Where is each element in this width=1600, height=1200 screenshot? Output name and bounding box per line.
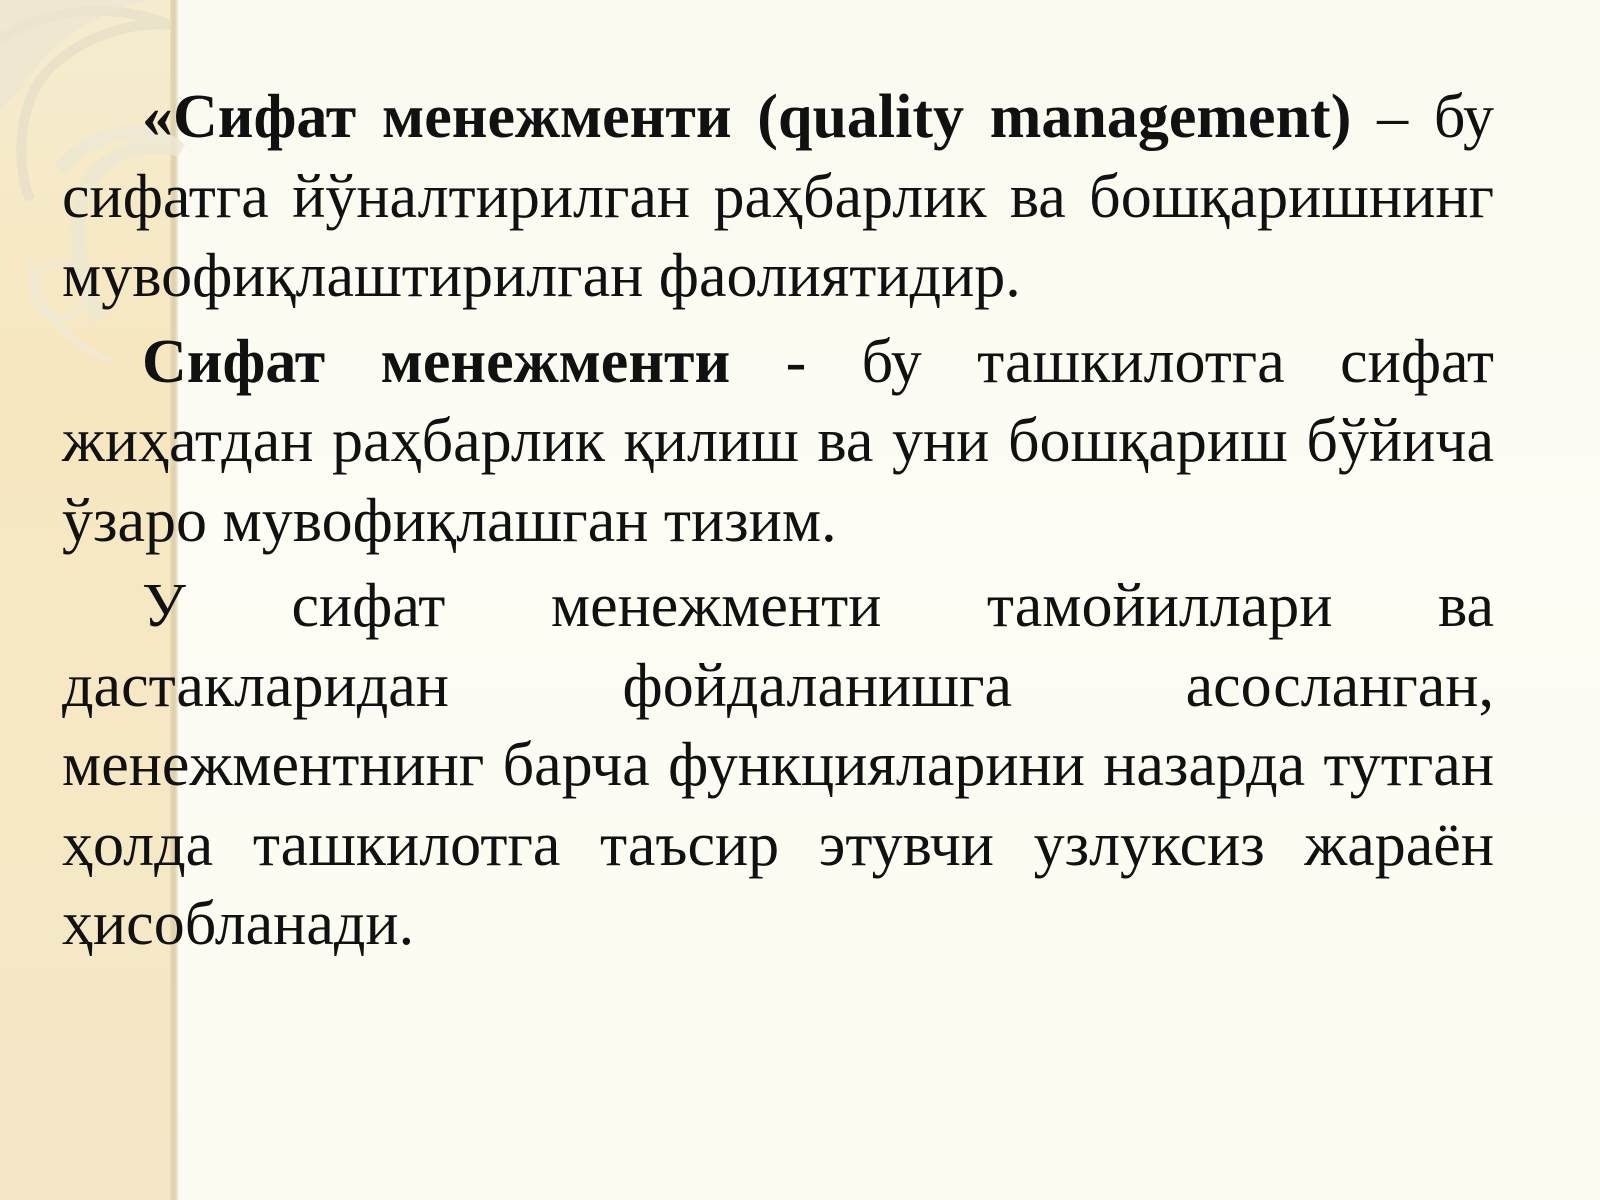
slide-body-text: [62, 78, 1494, 971]
paragraph-2-text: - бу ташкилотга сифат жиҳатдан раҳбарлик қилиш ва уни бошқариш бўйича ўзаро мувофиқлашган тизим.: [62, 327, 1494, 555]
paragraph-3: [62, 567, 1494, 965]
paragraph-3-text: У сифат менежменти тамойиллари ва дастакларидан фойдаланишга асосланган, менежментнинг барча функцияларини назарда тутган ҳолда ташкилотга таъсир этувчи узлуксиз жараён ҳисобланади.: [62, 572, 1494, 958]
paragraph-1-text: – бу сифатга йўналтирилган раҳбарлик ва бошқаришнинг мувофиқлаштирилган фаолиятидир.: [62, 83, 1494, 310]
paragraph-2: [62, 323, 1494, 562]
paragraph-1: [62, 78, 1494, 317]
paragraph-1-bold-term: «Сифат менежменти (quality management): [142, 83, 1352, 151]
paragraph-2-bold-term: Сифат менежменти: [142, 327, 731, 396]
